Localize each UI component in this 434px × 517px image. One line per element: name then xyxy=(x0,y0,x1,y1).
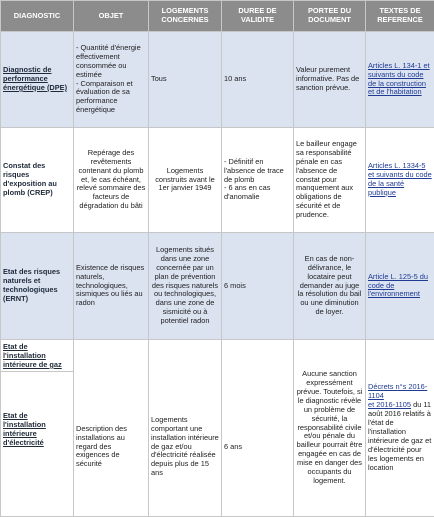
objet-cell: Existence de risques naturels, technologiques, sismiques ou liés au radon xyxy=(74,233,149,340)
reference-link[interactable]: Articles L. 1334-5 et suivants du code de la santé publique xyxy=(368,161,432,197)
reference-link[interactable]: Article L. 125-5 du code de l'environnement xyxy=(368,272,428,299)
objet-cell: Repérage des revêtements contenant du plomb et, le cas échéant, relevé sommaire des facteurs de dégradation du bâti xyxy=(74,128,149,233)
header-duree: DUREE DE VALIDITE xyxy=(222,1,294,32)
table-row xyxy=(1,32,434,128)
textes-cell xyxy=(366,340,434,517)
table-row xyxy=(1,340,434,517)
diagnostic-cell: Etat des risques naturels et technologiques (ERNT) xyxy=(1,233,74,340)
duree-cell: 6 mois xyxy=(222,233,294,340)
logements-cell: Tous xyxy=(149,32,222,128)
logements-cell: Logements construits avant le 1er janvier 1949 xyxy=(149,128,222,233)
diagnostic-gaz: Etat de l'installation intérieure de gaz xyxy=(3,343,71,370)
duree-cell: 10 ans xyxy=(222,32,294,128)
duree-cell xyxy=(222,128,294,233)
portee-cell: Le bailleur engage sa responsabilité pénale en cas l'absence de constat pour manquement aux obligations de sécurité et de prudence. xyxy=(294,128,366,233)
textes-cell xyxy=(366,32,434,128)
reference-text: du 11 août 2016 relatifs à l'état de l'installation intérieure de gaz et d'électricité pour les logements en location xyxy=(368,400,431,471)
logements-cell: Logements comportant une installation intérieure de gaz et/ou d'électricité réalisée depuis plus de 15 ans xyxy=(149,340,222,517)
header-logements: LOGEMENTS CONCERNES xyxy=(149,1,222,32)
logements-cell: Logements situés dans une zone concernée par un plan de prévention des risques naturels ou technologiques, dans une zone de sismicité ou à potentiel radon xyxy=(149,233,222,340)
table-row xyxy=(1,128,434,233)
header-row xyxy=(1,1,434,32)
table-row xyxy=(1,233,434,340)
objet-cell: Description des installations au regard des exigences de sécurité xyxy=(74,340,149,517)
duree-item: - 6 ans en cas d'anomalie xyxy=(224,184,291,202)
diagnostic-electricite: Etat de l'installation intérieure d'électricité xyxy=(3,412,71,448)
duree-item: - Définitif en l'absence de trace de plomb xyxy=(224,158,291,185)
portee-cell: Aucune sanction expressément prévue. Toutefois, si le diagnostic révèle un problème de sécurité, la responsabilité civile et/ou pénale du bailleur pourrait être engagée en cas de mise en danger des occupants du logement. xyxy=(294,340,366,517)
portee-cell: En cas de non-délivrance, le locataire peut demander au juge la résolution du bail ou une diminution de loyer. xyxy=(294,233,366,340)
header-portee: PORTEE DU DOCUMENT xyxy=(294,1,366,32)
diagnostic-cell: Constat des risques d'exposition au plomb (CREP) xyxy=(1,128,74,233)
header-textes: TEXTES DE REFERENCE xyxy=(366,1,434,32)
objet-item: - Comparaison et évaluation de sa performance énergétique xyxy=(76,80,146,116)
textes-cell xyxy=(366,128,434,233)
header-diagnostic: DIAGNOSTIC xyxy=(1,1,74,32)
decret-link-2[interactable]: et 2016-1105 xyxy=(368,400,411,409)
objet-item: - Quantité d'énergie effectivement consommée ou estimée xyxy=(76,44,146,80)
duree-cell: 6 ans xyxy=(222,340,294,517)
diagnostic-cell xyxy=(1,340,74,517)
diagnostic-cell: Diagnostic de performance énergétique (DPE) xyxy=(1,32,74,128)
reference-link[interactable]: Articles L. 134-1 et suivants du code de la construction et de l'habitation xyxy=(368,61,430,97)
header-objet: OBJET xyxy=(74,1,149,32)
decret-link-1[interactable]: Décrets n°s 2016-1104 xyxy=(368,382,427,400)
textes-cell xyxy=(366,233,434,340)
objet-cell xyxy=(74,32,149,128)
portee-cell: Valeur purement informative. Pas de sanction prévue. xyxy=(294,32,366,128)
